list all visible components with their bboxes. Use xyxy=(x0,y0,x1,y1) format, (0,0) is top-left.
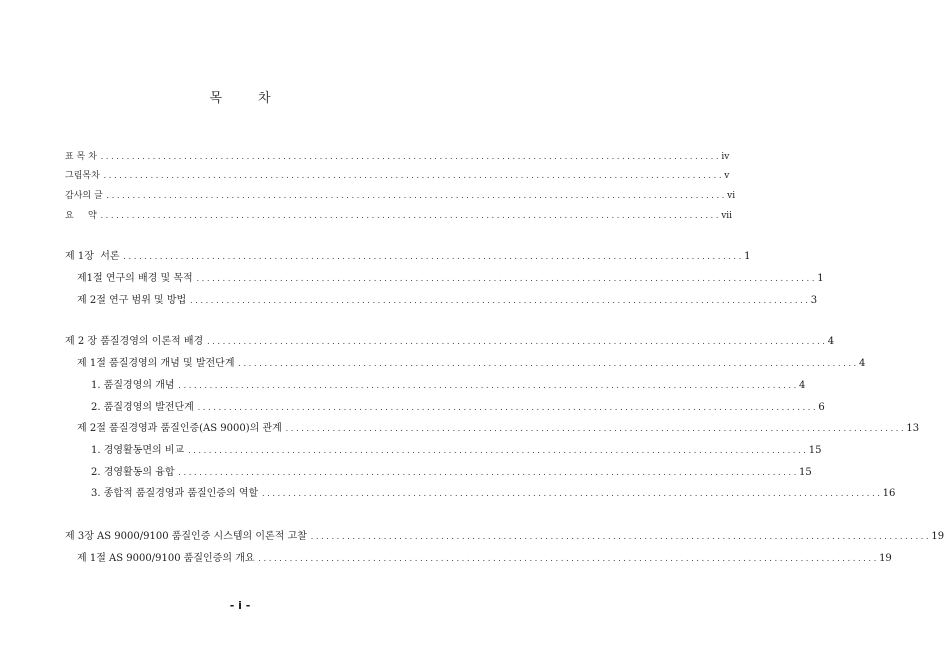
page-number: - i - xyxy=(229,599,251,612)
toc-entry-page: 1 xyxy=(817,273,824,284)
toc-entry-label: 2. 경영활동의 융합 xyxy=(91,467,175,478)
dot-leader: ....................................................................................................................... xyxy=(189,297,810,305)
dot-leader: ....................................................................................................................... xyxy=(261,490,882,498)
toc-entry-subsection-2-2-2[interactable] xyxy=(91,467,812,479)
toc-entry-page: 4 xyxy=(827,336,835,347)
toc-title-left: 목 xyxy=(209,91,222,106)
toc-entry-figures[interactable] xyxy=(65,170,730,182)
dot-leader: ....................................................................................................................... xyxy=(177,469,799,477)
toc-entry-page: vi xyxy=(727,191,736,201)
toc-entry-label: 감사의 글 xyxy=(65,191,103,201)
toc-title-right: 차 xyxy=(258,91,271,106)
toc-entry-subsection-2-2-3[interactable] xyxy=(91,488,896,500)
toc-entry-section-2-1[interactable] xyxy=(77,358,866,370)
dot-leader: ....................................................................................................................... xyxy=(102,172,724,180)
toc-entry-section-2-2[interactable] xyxy=(77,423,920,435)
dot-leader: ....................................................................................................................... xyxy=(187,447,808,455)
toc-entry-page: 19 xyxy=(931,531,944,542)
dot-leader: ....................................................................................................................... xyxy=(177,382,799,390)
toc-entry-label: 1. 품질경영의 개념 xyxy=(91,380,175,391)
toc-entry-acknowledgements[interactable] xyxy=(65,190,736,202)
toc-entry-label: 1. 경영활동면의 비교 xyxy=(91,445,185,456)
dot-leader: ....................................................................................................................... xyxy=(195,275,817,283)
toc-entry-label: 제 1절 AS 9000/9100 품질인증의 개요 xyxy=(77,553,255,564)
dot-leader: ....................................................................................................................... xyxy=(309,533,931,541)
toc-entry-subsection-2-1-2[interactable] xyxy=(91,402,825,414)
toc-entry-label: 요 약 xyxy=(65,211,97,221)
toc-entry-label: 2. 품질경영의 발전단계 xyxy=(91,402,194,413)
dot-leader: ....................................................................................................................... xyxy=(99,212,721,220)
toc-entry-page: 3 xyxy=(810,295,818,306)
toc-title xyxy=(0,87,480,106)
toc-entry-page: 15 xyxy=(808,445,822,456)
dot-leader: ....................................................................................................................... xyxy=(105,192,727,200)
dot-leader: ....................................................................................................................... xyxy=(99,153,721,161)
dot-leader: ....................................................................................................................... xyxy=(257,555,879,563)
toc-entry-label: 3. 종합적 품질경영과 품질인증의 역할 xyxy=(91,488,259,499)
toc-entry-label: 제 2 장 품질경영의 이론적 배경 xyxy=(65,336,204,347)
dot-leader: ....................................................................................................................... xyxy=(284,425,906,433)
toc-entry-label: 제1절 연구의 배경 및 목적 xyxy=(77,273,193,284)
toc-entry-page: 19 xyxy=(879,553,892,564)
toc-entry-abstract[interactable] xyxy=(65,210,733,222)
toc-entry-page: 16 xyxy=(882,488,896,499)
toc-entry-label: 제 2절 품질경영과 품질인증(AS 9000)의 관계 xyxy=(77,423,282,434)
toc-entry-chapter-3[interactable] xyxy=(65,531,944,543)
toc-entry-chapter-1[interactable] xyxy=(65,251,751,263)
dot-leader: ....................................................................................................................... xyxy=(206,338,827,346)
dot-leader: ....................................................................................................................... xyxy=(122,253,744,261)
toc-entry-subsection-2-2-1[interactable] xyxy=(91,445,822,457)
toc-entry-label: 제 3장 AS 9000/9100 품질인증 시스템의 이론적 고찰 xyxy=(65,531,307,542)
toc-entry-label: 그림목차 xyxy=(65,171,100,181)
dot-leader: ....................................................................................................................... xyxy=(196,404,818,412)
toc-entry-label: 제 1절 품질경영의 개념 및 발전단계 xyxy=(77,358,235,369)
toc-entry-label: 제 2절 연구 범위 및 방법 xyxy=(77,295,187,306)
toc-entry-page: v xyxy=(724,171,730,181)
dot-leader: ....................................................................................................................... xyxy=(237,360,859,368)
toc-entry-chapter-2[interactable] xyxy=(65,336,835,348)
toc-entry-label: 제 1장 서론 xyxy=(65,251,120,262)
toc-entry-page: vii xyxy=(721,211,733,221)
toc-entry-subsection-2-1-1[interactable] xyxy=(91,380,806,392)
toc-entry-section-1-2[interactable] xyxy=(77,295,818,307)
toc-entry-page: 1 xyxy=(744,251,751,262)
toc-entry-page: 13 xyxy=(906,423,920,434)
toc-entry-tables[interactable] xyxy=(65,151,730,163)
toc-entry-page: 6 xyxy=(818,402,825,413)
toc-entry-section-3-1[interactable] xyxy=(77,553,892,565)
toc-entry-page: 4 xyxy=(799,380,806,391)
toc-entry-section-1-1[interactable] xyxy=(77,273,824,285)
toc-entry-page: iv xyxy=(721,152,730,162)
toc-entry-label: 표 목 차 xyxy=(65,152,97,162)
toc-entry-page: 4 xyxy=(859,358,866,369)
toc-entry-page: 15 xyxy=(799,467,812,478)
